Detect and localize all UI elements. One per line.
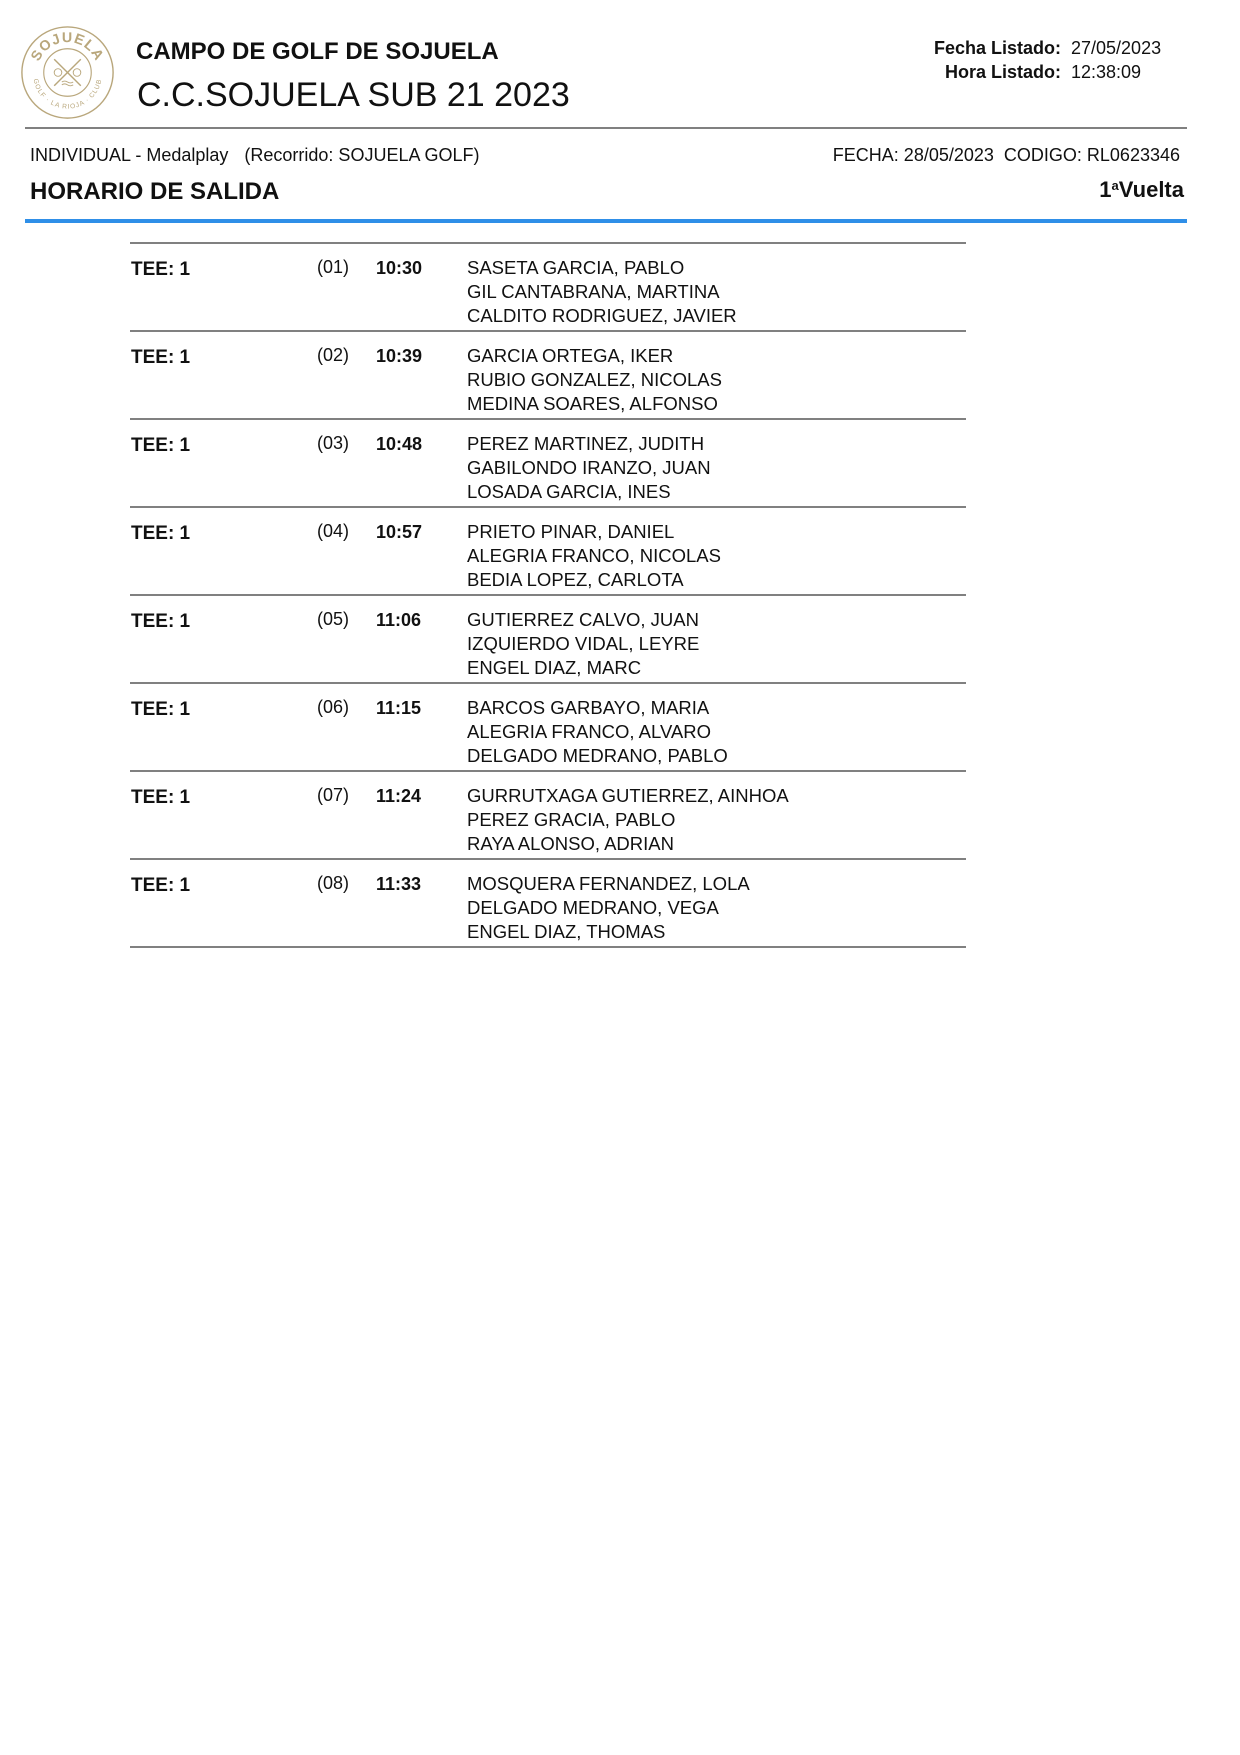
- player-list: [467, 784, 789, 856]
- player-name: DELGADO MEDRANO, PABLO: [467, 745, 728, 766]
- player-name: LOSADA GARCIA, INES: [467, 481, 671, 502]
- hora-listado-value: 12:38:09: [1071, 62, 1142, 82]
- player-list: [467, 432, 711, 504]
- group-number: (05): [317, 609, 350, 629]
- player-name: GUTIERREZ CALVO, JUAN: [467, 609, 699, 630]
- player-name: MEDINA SOARES, ALFONSO: [467, 393, 718, 414]
- table-row: [130, 506, 966, 594]
- round-number: 1: [1099, 177, 1112, 202]
- player-name: ENGEL DIAZ, THOMAS: [467, 921, 666, 942]
- tee-time: 10:39: [376, 346, 423, 366]
- player-list: [467, 344, 722, 416]
- table-row: [130, 682, 966, 770]
- course-name: (Recorrido: SOJUELA GOLF): [244, 145, 480, 165]
- player-name: RAYA ALONSO, ADRIAN: [467, 833, 674, 854]
- hora-listado-label: Hora Listado:: [944, 62, 1061, 82]
- tee-time: 11:24: [376, 786, 422, 806]
- tee-time: 11:15: [376, 698, 422, 718]
- tee-time: 11:06: [376, 610, 422, 630]
- group-number: (01): [317, 257, 350, 277]
- round-ordinal: a: [1111, 178, 1119, 193]
- player-name: PEREZ MARTINEZ, JUDITH: [467, 433, 705, 454]
- round-label: [1099, 177, 1184, 203]
- table-row: [130, 418, 966, 506]
- tee-label: TEE: 1: [131, 435, 191, 456]
- round-text: Vuelta: [1118, 177, 1184, 202]
- player-list: [467, 608, 699, 680]
- player-name: PRIETO PINAR, DANIEL: [467, 521, 675, 542]
- tee-time: 10:30: [376, 258, 423, 278]
- tee-time: 10:57: [376, 522, 423, 542]
- group-number: (04): [317, 521, 350, 541]
- player-name: ALEGRIA FRANCO, ALVARO: [467, 721, 711, 742]
- player-name: GABILONDO IRANZO, JUAN: [467, 457, 711, 478]
- table-row: [130, 242, 966, 330]
- player-name: BEDIA LOPEZ, CARLOTA: [467, 569, 684, 590]
- section-title: HORARIO DE SALIDA: [30, 178, 280, 205]
- tee-label: TEE: 1: [131, 611, 191, 632]
- player-name: PEREZ GRACIA, PABLO: [467, 809, 676, 830]
- accent-divider: [25, 219, 1187, 223]
- player-name: ENGEL DIAZ, MARC: [467, 657, 642, 678]
- tee-times-table: [130, 242, 966, 948]
- table-row: [130, 330, 966, 418]
- fecha-listado-value: 27/05/2023: [1071, 38, 1162, 58]
- player-list: [467, 872, 750, 944]
- competition-mode: INDIVIDUAL - Medalplay: [30, 145, 229, 165]
- player-list: [467, 696, 728, 768]
- fecha-listado-label: Fecha Listado:: [933, 38, 1061, 58]
- table-row: [130, 770, 966, 858]
- table-row: [130, 858, 966, 948]
- player-list: [467, 256, 737, 328]
- player-name: ALEGRIA FRANCO, NICOLAS: [467, 545, 721, 566]
- competition-info: [30, 145, 495, 166]
- svg-text:SOJUELA: SOJUELA: [28, 30, 107, 64]
- player-name: GARCIA ORTEGA, IKER: [467, 345, 674, 366]
- player-name: GURRUTXAGA GUTIERREZ, AINHOA: [467, 785, 789, 806]
- tee-label: TEE: 1: [131, 875, 191, 896]
- tee-label: TEE: 1: [131, 523, 191, 544]
- tee-label: TEE: 1: [131, 347, 191, 368]
- player-name: RUBIO GONZALEZ, NICOLAS: [467, 369, 722, 390]
- player-name: SASETA GARCIA, PABLO: [467, 257, 685, 278]
- event-name: C.C.SOJUELA SUB 21 2023: [137, 76, 570, 114]
- svg-text:GOLF · LA RIOJA · CLUB: GOLF · LA RIOJA · CLUB: [31, 78, 104, 111]
- player-name: IZQUIERDO VIDAL, LEYRE: [467, 633, 700, 654]
- player-name: CALDITO RODRIGUEZ, JAVIER: [467, 305, 737, 326]
- tee-time: 11:33: [376, 874, 422, 894]
- group-number: (02): [317, 345, 350, 365]
- club-logo: [20, 25, 115, 120]
- club-name: CAMPO DE GOLF DE SOJUELA: [136, 38, 499, 65]
- date-code-info: [823, 145, 1180, 166]
- tee-label: TEE: 1: [131, 699, 191, 720]
- player-name: BARCOS GARBAYO, MARIA: [467, 697, 710, 718]
- player-name: GIL CANTABRANA, MARTINA: [467, 281, 720, 302]
- player-name: MOSQUERA FERNANDEZ, LOLA: [467, 873, 750, 894]
- table-row: [130, 594, 966, 682]
- tee-label: TEE: 1: [131, 259, 191, 280]
- tee-time: 10:48: [376, 434, 423, 454]
- competition-code: CODIGO: RL0623346: [1003, 145, 1180, 165]
- player-list: [467, 520, 721, 592]
- group-number: (06): [317, 697, 350, 717]
- competition-date: FECHA: 28/05/2023: [832, 145, 994, 165]
- tee-label: TEE: 1: [131, 787, 191, 808]
- group-number: (03): [317, 433, 350, 453]
- header-divider: [25, 127, 1187, 129]
- group-number: (08): [317, 873, 350, 893]
- group-number: (07): [317, 785, 350, 805]
- player-name: DELGADO MEDRANO, VEGA: [467, 897, 719, 918]
